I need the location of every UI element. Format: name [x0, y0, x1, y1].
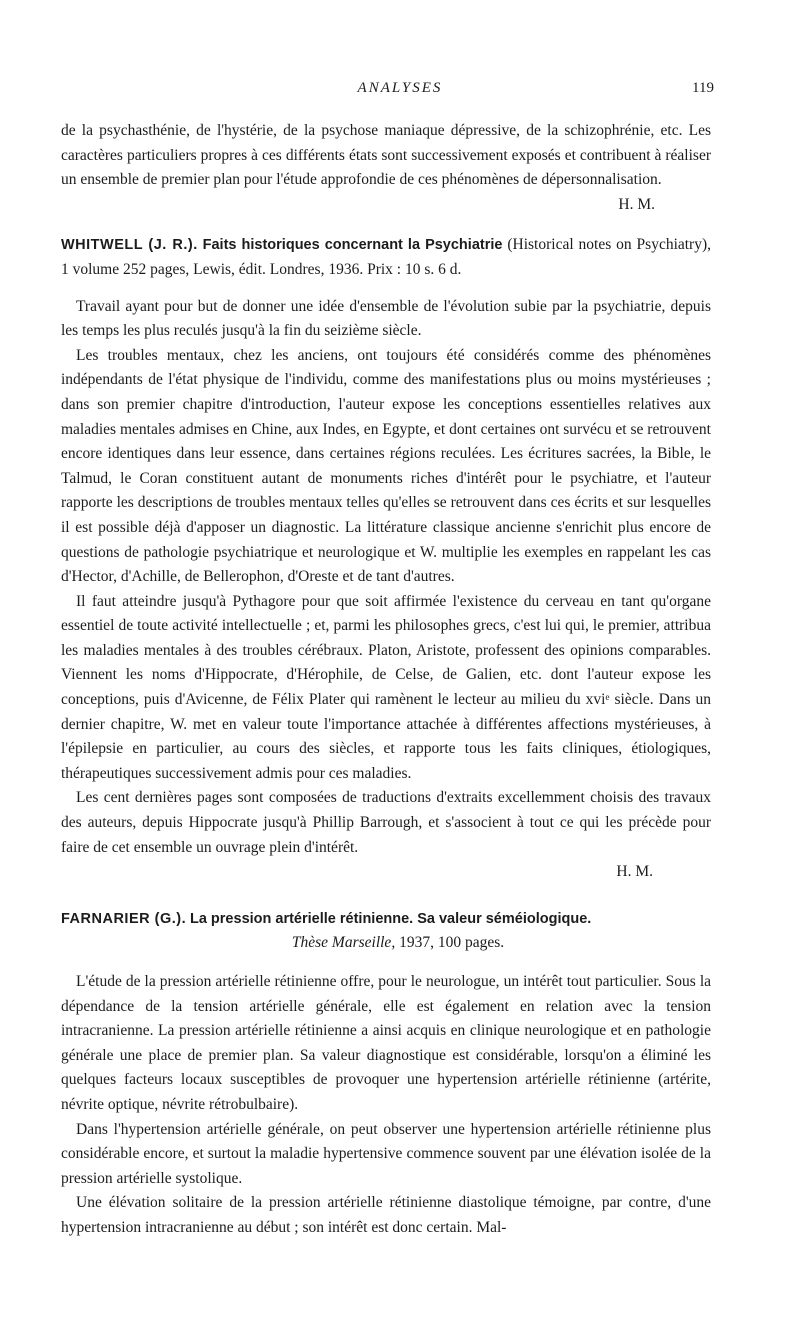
review-paragraph: Il faut atteindre jusqu'à Pythagore pour que soit affirmée l'existence du cerveau en tant qu'organe essentiel de toute activité intellectuelle ; et, parmi les philosophes grecs, c'est lui qui, le premier, attribua les maladies mentales à des troubles cérébraux. Platon, Aristote, professent des opinions comparables. Viennent les noms d'Hippocrate, d'Hérophile, de Celse, de Galien, etc. dont l'auteur expose les conceptions, puis d'Avicenne, de Félix Plater qui ramènent le lecteur au milieu du xviᵉ siècle. Dans un dernier chapitre, W. met en valeur toute l'importance attachée à différentes affections mystérieuses, à l'épilepsie en particulier, au cours des siècles, et rapporte tous les faits cliniques, étiologiques, thérapeutiques successivement admis pour ces maladies. — [61, 592, 711, 782]
review-author: FARNARIER (G.). — [61, 910, 187, 927]
carryover-text: de la psychasthénie, de l'hystérie, de la psychose maniaque dépressive, de la schizophrénie, etc. Les caractères particuliers propres à ces différents états sont successivement exposés et contribuent à réaliser un ensemble de premier plan pour l'étude approfondie de ces phénomènes de dépersonnalisation. — [61, 122, 711, 189]
page-header — [0, 80, 800, 102]
review-details: (Historical notes on Psychiatry), 1 volume 252 pages, Lewis, édit. Londres, 1936. Prix : 10 s. 6 d. — [61, 236, 712, 278]
review-heading-whitwell — [61, 233, 711, 282]
review-signature: H. M. — [616, 863, 653, 881]
review-details-italic: Thèse Marseille, — [291, 934, 396, 952]
review-details-line — [61, 931, 711, 956]
review-paragraph: Une élévation solitaire de la pression artérielle rétinienne diastolique témoigne, par contre, d'une hypertension intracranienne au début ; son intérêt est donc certain. Mal- — [61, 1194, 711, 1236]
review-paragraph: L'étude de la pression artérielle rétinienne offre, pour le neurologue, un intérêt tout particulier. Sous la dépendance de la tension artérielle générale, elle est également en relation avec la tension intracranienne. La pression artérielle rétinienne a ainsi acquis en clinique neurologique et en pathologie générale une place de premier plan. Sa valeur diagnostique est considérable, lorsqu'on a éliminé les quelques facteurs locaux susceptibles de provoquer une hypertension artérielle rétinienne (artérite, névrite optique, névrite rétrobulbaire). — [61, 973, 711, 1113]
review-paragraph: Travail ayant pour but de donner une idée d'ensemble de l'évolution subie par la psychiatrie, depuis les temps les plus reculés jusqu'à la fin du seizième siècle. — [61, 297, 711, 340]
running-head: ANALYSES — [357, 80, 443, 96]
carryover-paragraph — [61, 119, 711, 213]
review-heading-farnarier — [61, 907, 711, 956]
review-author: WHITWELL (J. R.). — [61, 237, 198, 254]
review-paragraph: Les cent dernières pages sont composées de traductions d'extraits excellemment choisis des travaux des auteurs, depuis Hippocrate jusqu'à Phillip Barrough, et s'associent à tout ce qui les précède pour faire de cet ensemble un ouvrage plein d'intérêt. — [61, 789, 711, 856]
review-paragraph: Dans l'hypertension artérielle générale, on peut observer une hypertension artérielle rétinienne plus considérable encore, et surtout la maladie hypertensive commence souvent par une élévation isolée de la pression artérielle systolique. — [61, 1120, 711, 1187]
review-details: 1937, 100 pages. — [399, 934, 505, 952]
review-paragraph: Les troubles mentaux, chez les anciens, ont toujours été considérés comme des phénomènes indépendants de l'état physique de l'individu, comme des manifestations plus ou moins mystérieuses ; dans son premier chapitre d'introduction, l'auteur expose les conceptions essentielles relatives aux maladies mentales admises en Chine, aux Indes, en Egypte, et dont certaines ont survécu et se retrouvent encore identiques dans leur essence, dans certaines régions reculées. Les écritures sacrées, la Bible, le Talmud, le Coran constituent autant de monuments riches d'intérêt pour le psychiatre, et l'auteur rapporte les descriptions de troubles mentaux telles qu'elles se retrouvent dans ces écrits et sur lesquelles il est possible déjà d'apposer un diagnostic. La littérature classique ancienne s'enrichit plus encore de questions de pathologie psychiatrique et neurologique et W. multiplie les exemples en rappelant les cas d'Hector, d'Achille, de Bellerophon, d'Oreste et de tant d'autres. — [61, 346, 711, 586]
page-number: 119 — [692, 80, 714, 96]
review-title: La pression artérielle rétinienne. Sa valeur séméiologique. — [189, 910, 592, 927]
carryover-signature: H. M. — [618, 195, 655, 213]
body-text — [61, 119, 711, 1241]
review-title: Faits historiques concernant la Psychiatrie — [202, 237, 503, 254]
